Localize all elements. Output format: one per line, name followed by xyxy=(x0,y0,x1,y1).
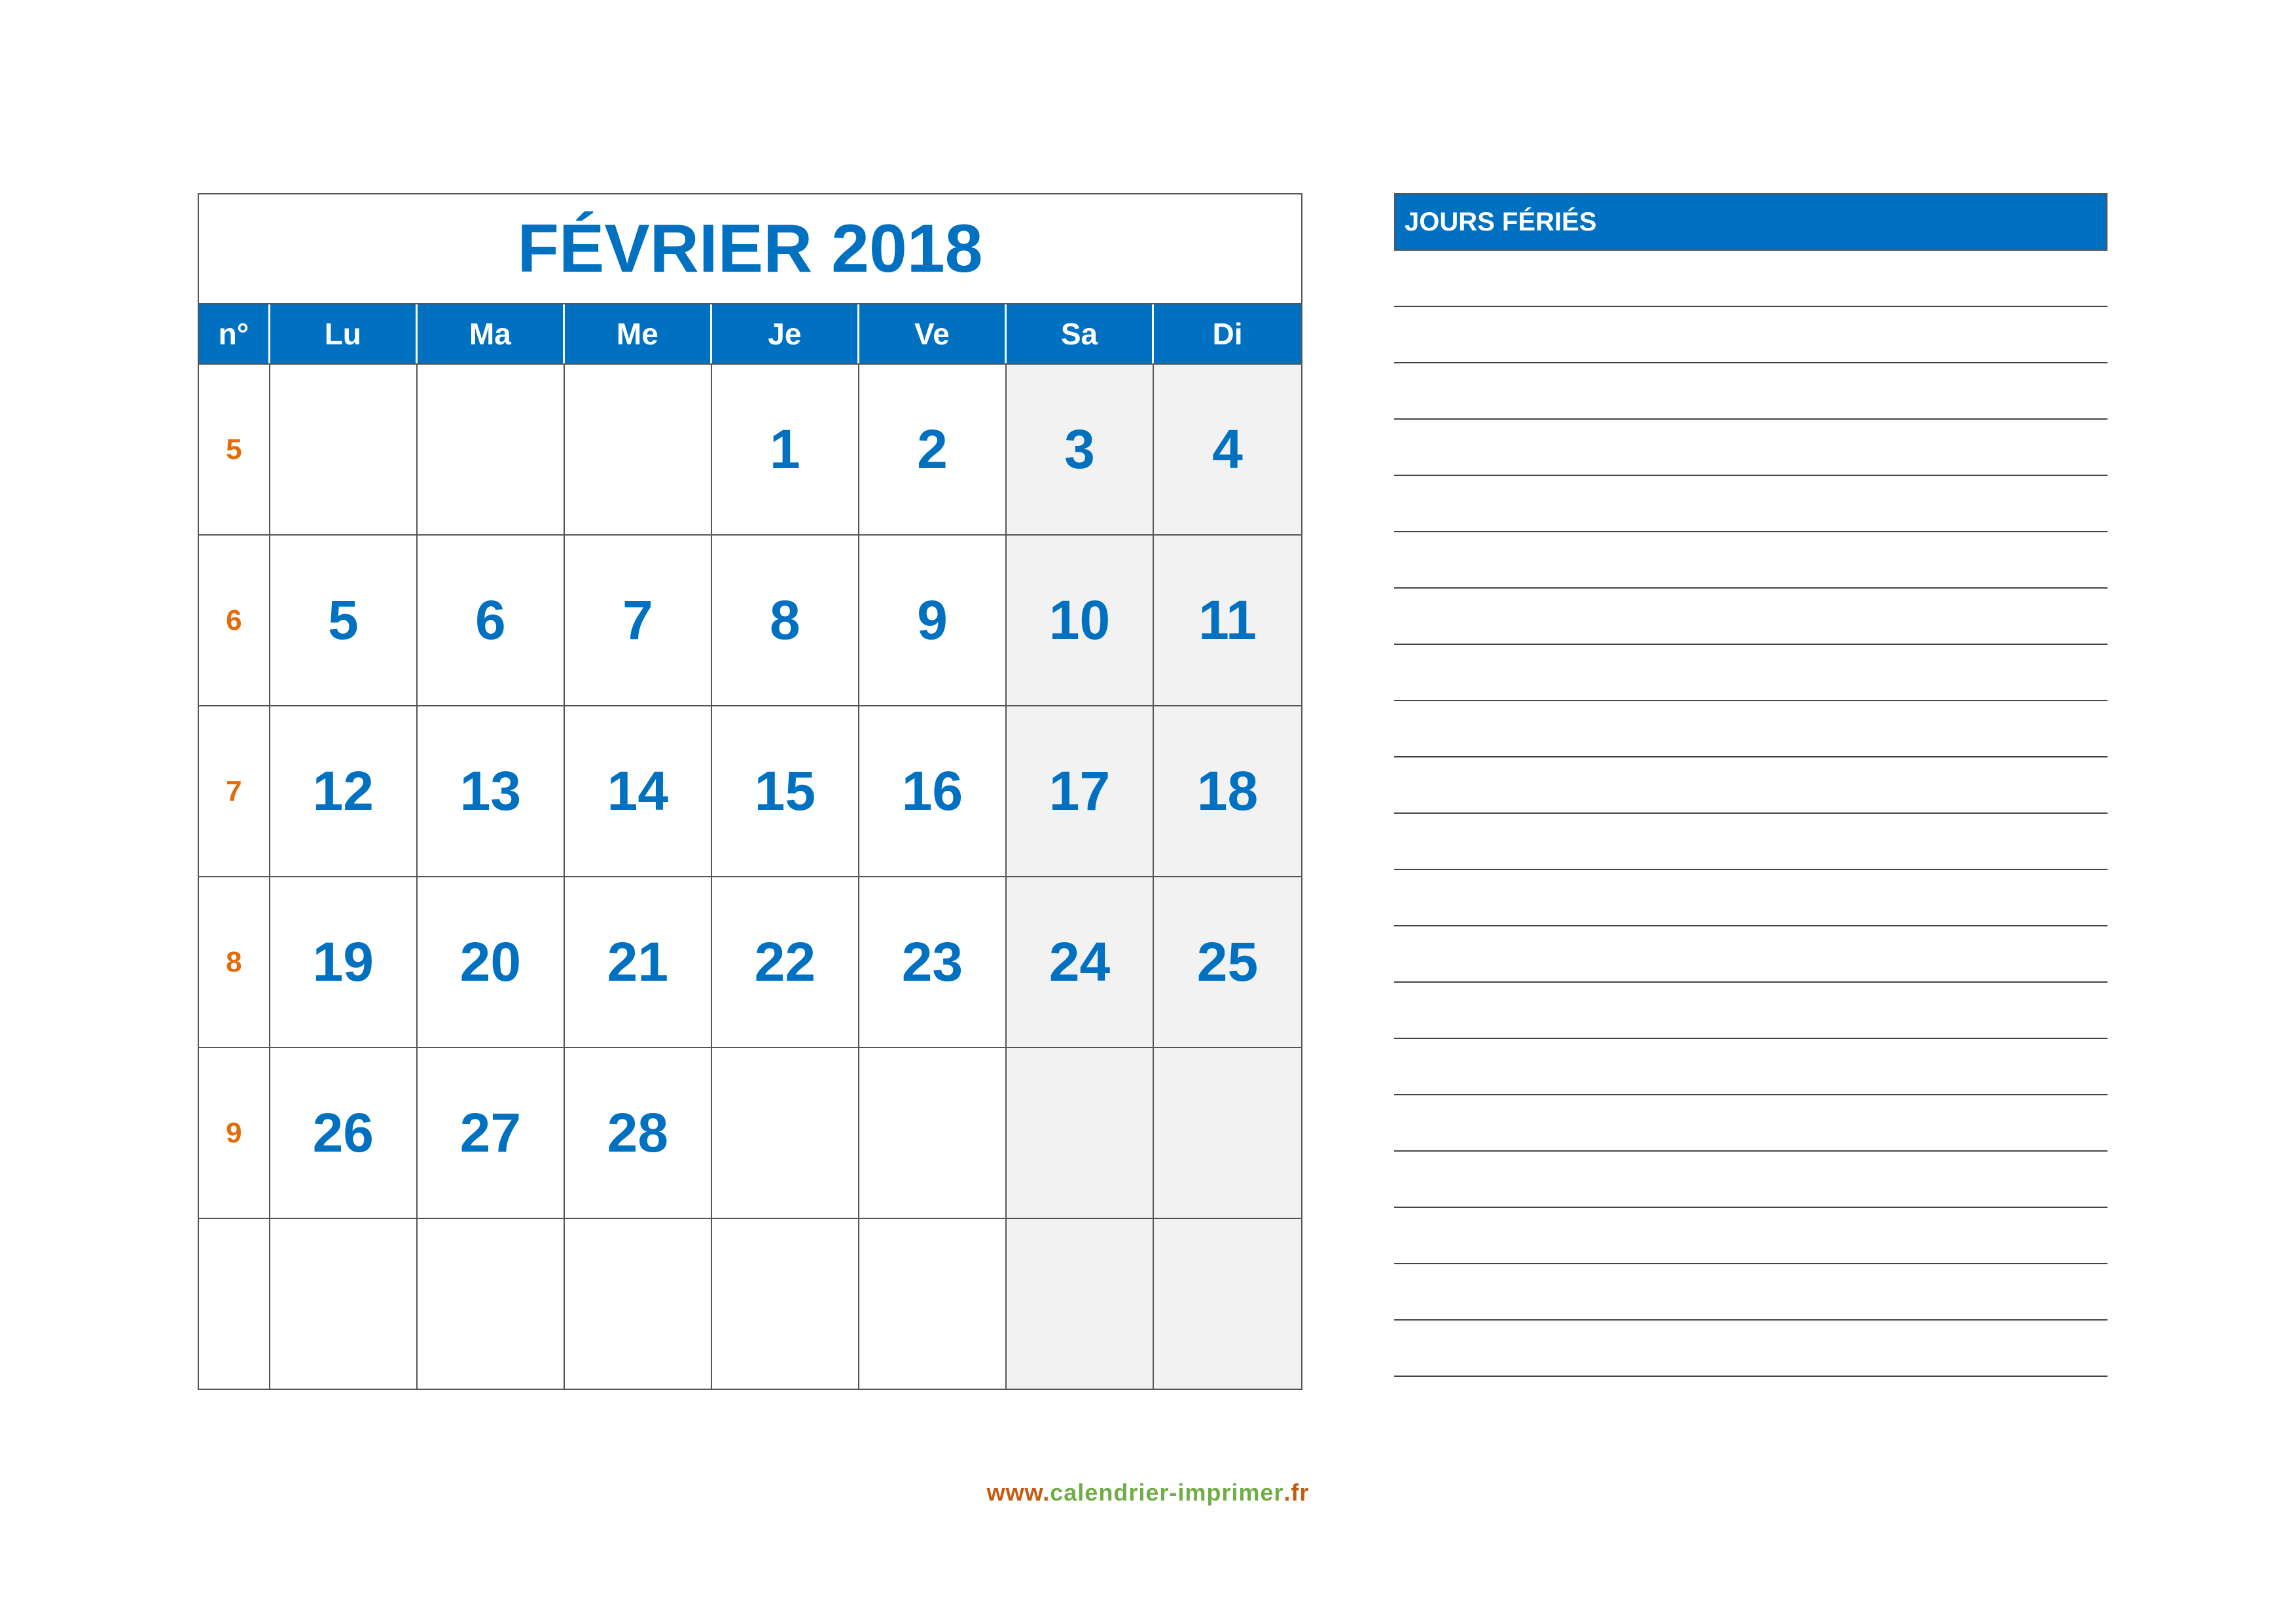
day-cell xyxy=(859,1048,1007,1218)
day-cell xyxy=(418,365,565,534)
weekend-day-cell xyxy=(1007,1219,1154,1389)
note-line xyxy=(1394,870,2108,926)
day-header-sunday: Di xyxy=(1212,317,1243,351)
day-cell: 16 xyxy=(859,706,1007,876)
week-number-header: n° xyxy=(199,304,270,363)
day-header-tuesday: Ma xyxy=(418,304,565,363)
weekend-day-cell: 25 xyxy=(1154,877,1301,1047)
day-cell: 9 xyxy=(859,536,1007,705)
note-line xyxy=(1394,757,2108,814)
week-row xyxy=(199,1219,1301,1389)
note-line xyxy=(1394,532,2108,589)
week-row xyxy=(199,877,1301,1048)
day-cell: 20 xyxy=(418,877,565,1047)
day-cell: 15 xyxy=(712,706,859,876)
week-number: 5 xyxy=(199,365,270,534)
note-line xyxy=(1394,589,2108,645)
calendar-table xyxy=(198,193,1302,1390)
day-cell: 2 xyxy=(859,365,1007,534)
holidays-title: JOURS FÉRIÉS xyxy=(1394,193,2108,251)
note-line xyxy=(1394,1321,2108,1377)
day-cell: 21 xyxy=(565,877,712,1047)
week-number: 6 xyxy=(199,536,270,705)
note-line xyxy=(1394,420,2108,476)
day-cell xyxy=(712,1219,859,1389)
week-number xyxy=(199,1219,270,1389)
day-cell: 7 xyxy=(565,536,712,705)
day-header-monday: Lu xyxy=(270,304,418,363)
day-cell: 12 xyxy=(270,706,418,876)
day-header-friday: Ve xyxy=(859,304,1007,363)
day-header-saturday: Sa xyxy=(1007,304,1154,363)
note-line xyxy=(1394,1039,2108,1095)
day-cell: 28 xyxy=(565,1048,712,1218)
day-cell xyxy=(712,1048,859,1218)
weekend-day-cell: 24 xyxy=(1007,877,1154,1047)
calendar-grid xyxy=(199,365,1301,1389)
note-line xyxy=(1394,363,2108,420)
weekend-day-cell xyxy=(1154,1048,1301,1218)
week-row xyxy=(199,536,1301,706)
holidays-panel xyxy=(1394,193,2108,1377)
day-cell xyxy=(270,365,418,534)
day-cell: 6 xyxy=(418,536,565,705)
day-cell: 19 xyxy=(270,877,418,1047)
note-line xyxy=(1394,926,2108,983)
note-line xyxy=(1394,476,2108,532)
note-line xyxy=(1394,983,2108,1039)
footer-website[interactable] xyxy=(0,1473,2296,1512)
day-cell: 5 xyxy=(270,536,418,705)
day-cell xyxy=(565,365,712,534)
note-line xyxy=(1394,1095,2108,1152)
day-cell xyxy=(859,1219,1007,1389)
week-row xyxy=(199,365,1301,536)
day-header-wednesday: Me xyxy=(565,304,712,363)
footer-prefix: www. xyxy=(986,1479,1050,1506)
day-cell: 23 xyxy=(859,877,1007,1047)
weekend-day-cell: 17 xyxy=(1007,706,1154,876)
week-number: 8 xyxy=(199,877,270,1047)
note-line xyxy=(1394,1152,2108,1208)
week-number: 9 xyxy=(199,1048,270,1218)
day-cell: 1 xyxy=(712,365,859,534)
weekend-day-cell: 10 xyxy=(1007,536,1154,705)
footer-site-name: calendrier-imprimer xyxy=(1050,1479,1284,1506)
week-row xyxy=(199,706,1301,877)
weekend-day-cell: 11 xyxy=(1154,536,1301,705)
week-number: 7 xyxy=(199,706,270,876)
weekend-day-cell: 4 xyxy=(1154,365,1301,534)
day-cell: 8 xyxy=(712,536,859,705)
day-cell: 27 xyxy=(418,1048,565,1218)
note-line xyxy=(1394,1208,2108,1264)
note-line xyxy=(1394,307,2108,363)
note-line xyxy=(1394,814,2108,870)
footer-suffix: .fr xyxy=(1283,1479,1310,1506)
weekend-day-cell xyxy=(1154,1219,1301,1389)
day-cell xyxy=(418,1219,565,1389)
note-line xyxy=(1394,701,2108,757)
weekend-day-cell xyxy=(1007,1048,1154,1218)
week-row xyxy=(199,1048,1301,1219)
day-cell xyxy=(565,1219,712,1389)
holidays-note-lines xyxy=(1394,251,2108,1377)
note-line xyxy=(1394,1264,2108,1321)
weekend-day-cell: 3 xyxy=(1007,365,1154,534)
day-cell xyxy=(270,1219,418,1389)
day-header-thursday: Je xyxy=(712,304,859,363)
day-cell: 14 xyxy=(565,706,712,876)
weekend-day-cell: 18 xyxy=(1154,706,1301,876)
day-cell: 13 xyxy=(418,706,565,876)
month-title: FÉVRIER 2018 xyxy=(199,194,1301,304)
day-cell: 26 xyxy=(270,1048,418,1218)
note-line xyxy=(1394,645,2108,701)
note-line xyxy=(1394,251,2108,307)
day-cell: 22 xyxy=(712,877,859,1047)
day-header-row xyxy=(199,304,1301,365)
